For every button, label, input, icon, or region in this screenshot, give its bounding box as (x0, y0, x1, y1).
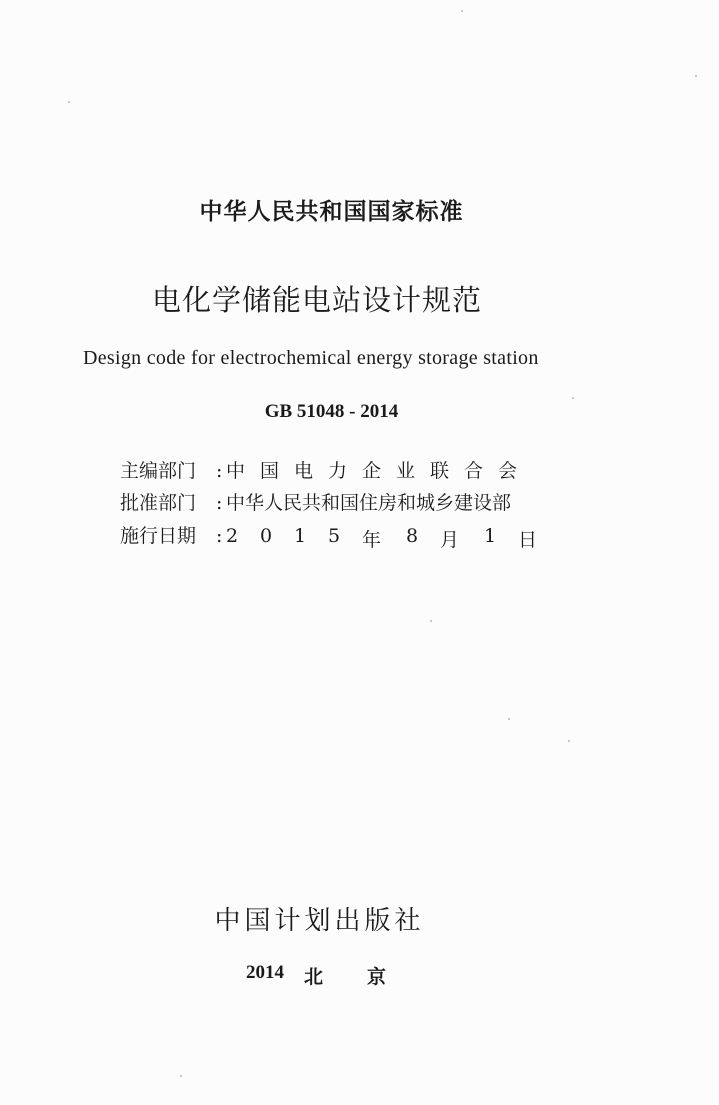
chief-editor-char: 国 (260, 460, 280, 482)
scan-speck (180, 1075, 182, 1077)
approver-value: 中华人民共和国住房和城乡建设部 (226, 492, 512, 514)
chief-editor-char: 合 (464, 460, 484, 482)
publication-year: 2014 (246, 962, 284, 983)
effective-date-char: 月 (440, 529, 460, 551)
effective-date-char: 5 (328, 525, 341, 547)
colon: : (216, 525, 223, 547)
chief-editor-row (120, 456, 522, 483)
standard-number-text: GB 51048 - 2014 (264, 401, 399, 422)
effective-date-char: 年 (362, 529, 382, 551)
effective-date-label: 施行日期 (120, 525, 197, 547)
chief-editor-char: 企 (362, 460, 382, 482)
scan-speck (695, 75, 697, 77)
approver-label: 批准部门 (120, 492, 197, 514)
effective-date-char: 日 (518, 529, 538, 551)
scan-speck (572, 397, 574, 399)
publisher-name (0, 900, 719, 937)
standard-number (0, 401, 719, 423)
chief-editor-char: 电 (294, 460, 314, 482)
approver-row (120, 488, 511, 515)
title-english: Design code for electrochemical energy storage station (83, 347, 539, 369)
effective-date-char: 0 (260, 525, 273, 547)
effective-date-char: 1 (484, 525, 497, 547)
chief-editor-value (226, 456, 522, 483)
effective-date-row (120, 521, 538, 552)
scan-speck (68, 101, 70, 103)
chief-editor-label: 主编部门 (120, 460, 197, 482)
city-char-2: 京 (367, 966, 387, 988)
colon: : (216, 492, 223, 514)
publication-year-city (246, 962, 386, 989)
chief-editor-char: 会 (498, 460, 518, 482)
chief-editor-char: 联 (430, 460, 450, 482)
scan-speck (508, 718, 510, 720)
city-char-1: 北 (304, 966, 324, 988)
standard-category-text: 中华人民共和国国家标准 (199, 199, 464, 225)
publisher-name-text: 中国计划出版社 (214, 906, 425, 936)
colon: : (216, 460, 223, 482)
effective-date-char: 2 (226, 525, 239, 547)
chief-editor-char: 中 (226, 460, 246, 482)
chief-editor-char: 业 (396, 460, 416, 482)
scan-speck (430, 620, 432, 622)
scan-speck (461, 10, 463, 12)
chief-editor-char: 力 (328, 460, 348, 482)
effective-date-char: 8 (406, 525, 419, 547)
effective-date-value (226, 525, 538, 552)
scan-speck (568, 740, 570, 742)
standard-category (0, 193, 719, 226)
effective-date-char: 1 (294, 525, 307, 547)
title-chinese: 电化学储能电站设计规范 (152, 283, 483, 317)
